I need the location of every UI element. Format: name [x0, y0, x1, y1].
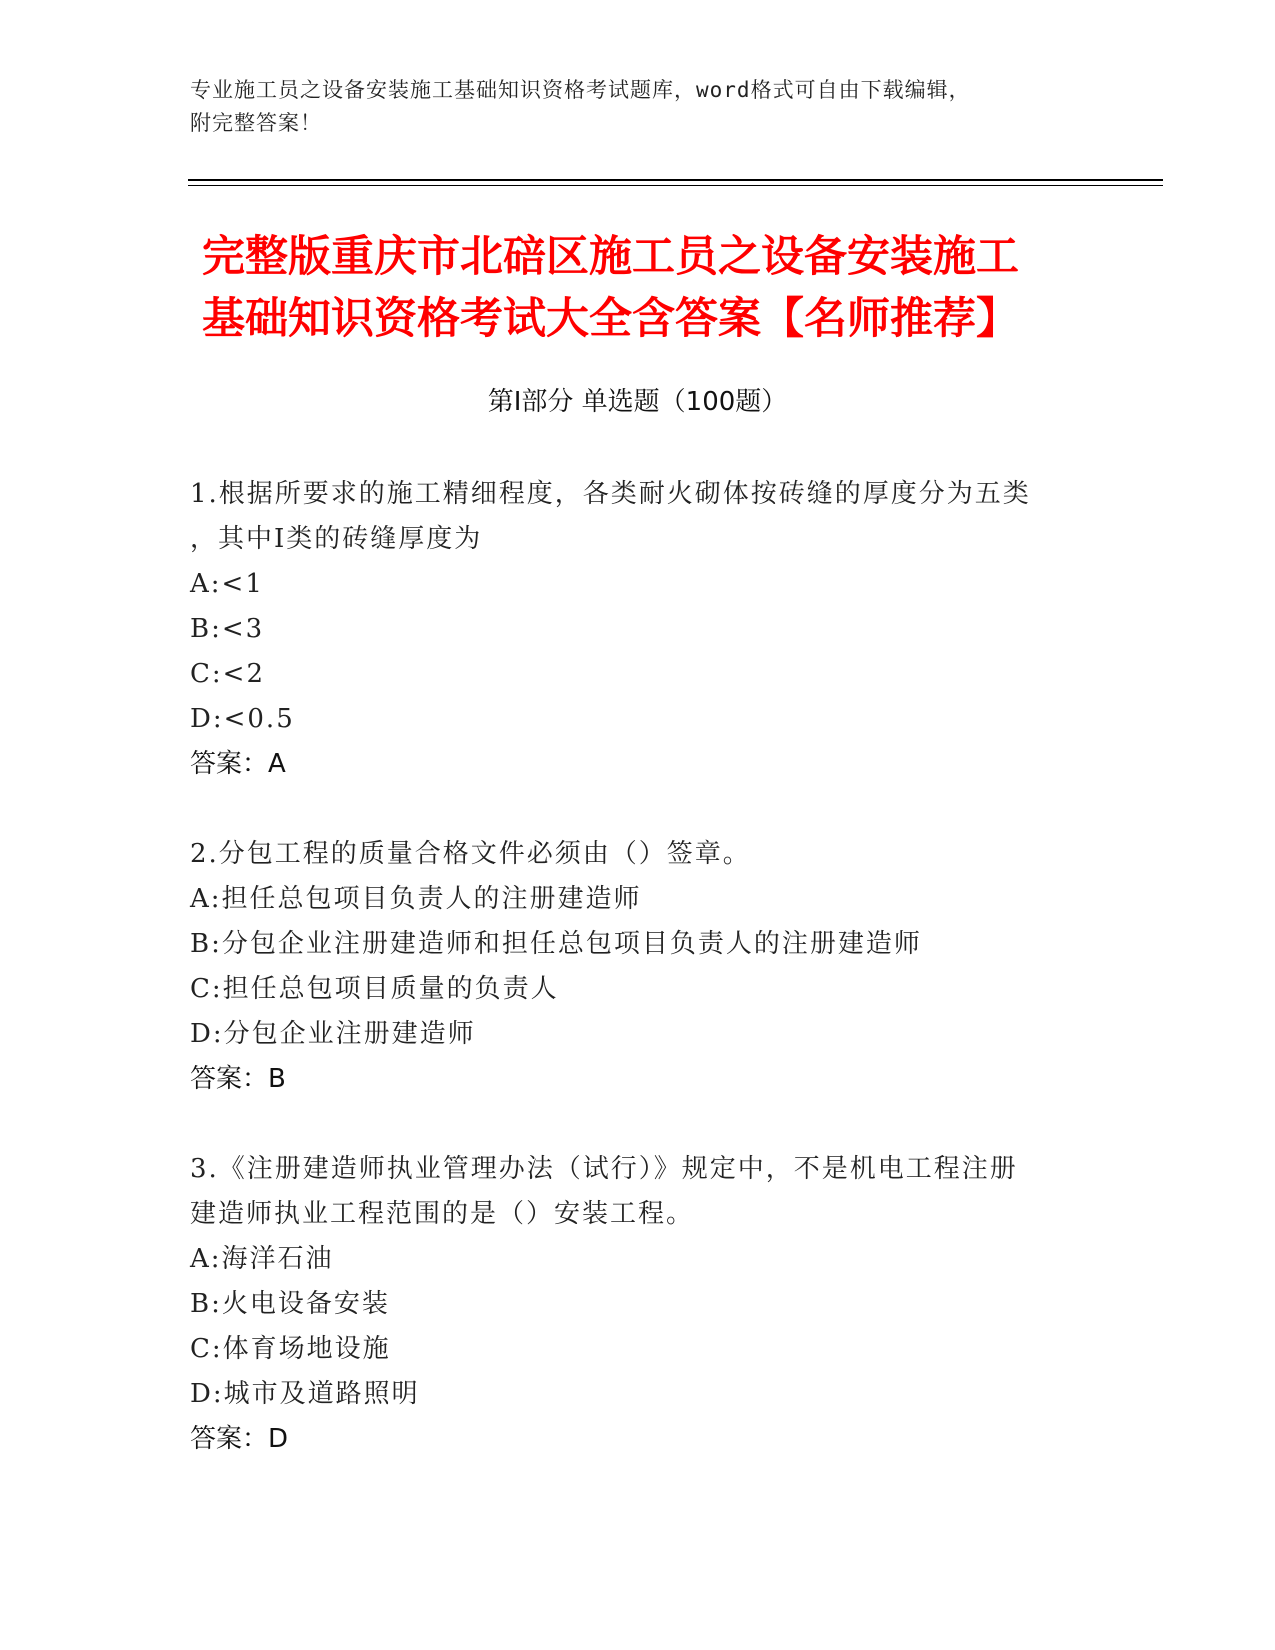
question-stem: 2.分包工程的质量合格文件必须由（）签章。 — [190, 839, 751, 869]
header-divider-thin — [188, 185, 1163, 186]
option-a: A:海洋石油 — [190, 1244, 334, 1274]
intro-text — [190, 74, 1090, 140]
question-1 — [190, 472, 1090, 787]
section-heading: 第Ⅰ部分 单选题（100题） — [487, 387, 788, 417]
document-title — [202, 226, 1102, 350]
intro-line-2: 附完整答案！ — [190, 111, 322, 135]
header-divider-thick — [188, 179, 1163, 181]
question-3 — [190, 1147, 1090, 1462]
question-list — [190, 472, 1090, 1507]
option-d: D:城市及道路照明 — [190, 1379, 420, 1409]
question-stem: 1.根据所要求的施工精细程度，各类耐火砌体按砖缝的厚度分为五类 ，其中Ⅰ类的砖缝厚度为 — [190, 479, 1031, 554]
answer-text: 答案：B — [190, 1064, 286, 1094]
title-line-1: 完整版重庆市北碚区施工员之设备安装施工 — [202, 232, 1019, 282]
question-stem: 3.《注册建造师执业管理办法（试行）》规定中，不是机电工程注册 建造师执业工程范围的是（）安装工程。 — [190, 1154, 1018, 1229]
option-d: D:分包企业注册建造师 — [190, 1019, 476, 1049]
option-c: C:体育场地设施 — [190, 1334, 391, 1364]
option-b: B:火电设备安装 — [190, 1289, 390, 1319]
intro-line-1: 专业施工员之设备安装施工基础知识资格考试题库，word格式可自由下载编辑， — [190, 78, 971, 102]
option-d: D:<0.5 — [190, 704, 295, 734]
option-b: B:<3 — [190, 614, 265, 644]
title-line-2: 基础知识资格考试大全含答案【名师推荐】 — [202, 294, 1019, 344]
option-a: A:<1 — [190, 569, 264, 599]
option-a: A:担任总包项目负责人的注册建造师 — [190, 884, 642, 914]
option-b: B:分包企业注册建造师和担任总包项目负责人的注册建造师 — [190, 929, 922, 959]
answer-text: 答案：D — [190, 1424, 289, 1454]
question-2 — [190, 832, 1090, 1102]
answer-text: 答案：A — [190, 749, 286, 779]
option-c: C:担任总包项目质量的负责人 — [190, 974, 559, 1004]
option-c: C:<2 — [190, 659, 265, 689]
